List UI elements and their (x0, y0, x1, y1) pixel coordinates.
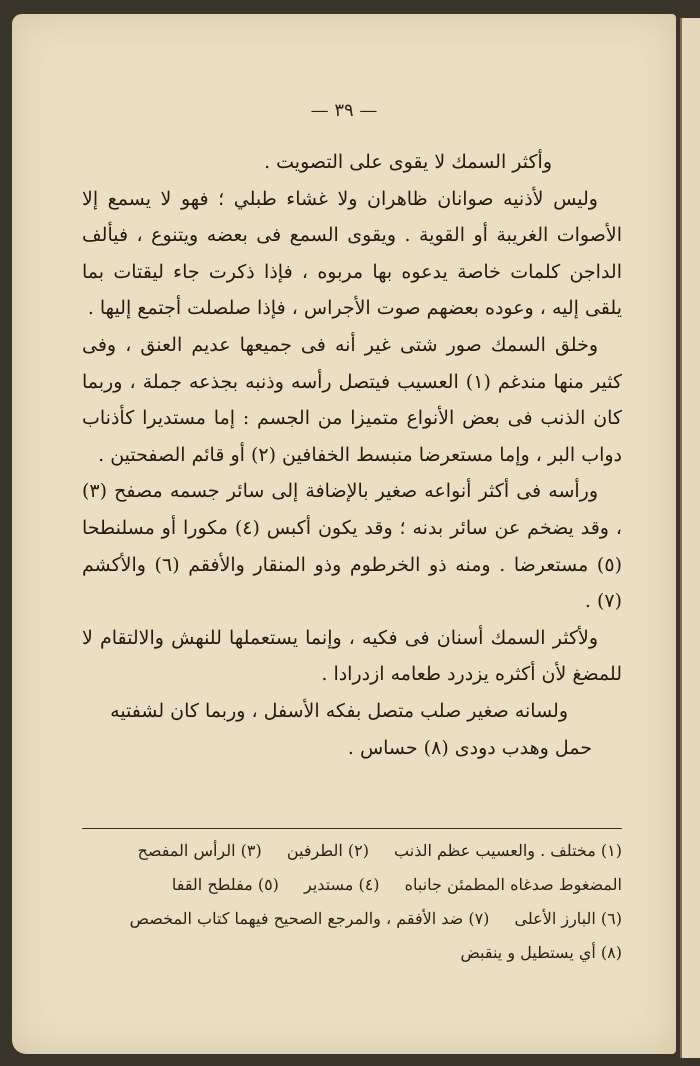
paragraph: ولأكثر السمك أسنان فى فكيه ، وإنما يستعملها للنهش والالتقام لا للمضغ لأن أكثره يزدرد طعامه ازدرادا . (82, 626, 622, 686)
footnotes (82, 834, 622, 970)
footnote-row (82, 834, 622, 868)
footnote-row (82, 902, 622, 936)
paragraph: وليس لأذنيه صوانان ظاهران ولا غشاء طبلي ؛ فهو لا يسمع إلا الأصوات الغريبة أو القوية . ويقوى السمع فى بعضه ويتنوع ، فيألف الداجن كلمات خاصة يدعوه بها مربوه ، فإذا ذكرت جاء ليقتات بما يلقى إليه ، وعوده بعضهم صوت الأجراس ، فإذا صلصلت أجتمع إليها . (82, 187, 622, 320)
paragraph: وخلق السمك صور شتى غير أنه فى جميعها عديم العنق ، وفى كثير منها مندغم (١) العسيب فيتصل رأسه وذنبه بجذعه جملة ، وربما كان الذنب فى بعض الأنواع متميزا من الجسم : إما مستديرا كأذناب دواب البر ، وإما مستعرضا منبسط الخفافين (٢) أو قائم الصفحتين . (82, 333, 622, 466)
book-page (12, 14, 676, 1054)
footnote: المضغوط صدغاه المطمئن جانباه (404, 875, 622, 894)
footnote-row (82, 868, 622, 902)
body-text (82, 144, 622, 766)
footnote: (٤) مستدير (304, 875, 380, 894)
adjacent-page-edge (680, 18, 700, 1058)
footnote-divider (82, 828, 622, 829)
page-number: — ٣٩ — (310, 100, 378, 121)
footnote: (٢) الطرفين (286, 841, 369, 860)
footnote: (٨) أي يستطيل و ينقبض (460, 943, 622, 962)
footnote: (٦) البارز الأعلى (514, 909, 622, 928)
footnote: (١) مختلف . والعسيب عظم الذنب (394, 841, 622, 860)
footnote: (٣) الرأس المفصح (137, 841, 262, 860)
footnote: (٧) ضد الأفقم ، والمرجع الصحيح فيهما كتاب المخصص (129, 909, 490, 928)
paragraph: ورأسه فى أكثر أنواعه صغير بالإضافة إلى سائر جسمه مصفح (٣) ، وقد يضخم عن سائر بدنه ؛ وقد يكون أكبس (٤) مكورا أو مسلنطحا (٥) مستعرضا . ومنه ذو الخرطوم وذو المنقار والأفقم (٦) والأكشم (٧) . (82, 480, 622, 613)
footnote: (٥) مفلطح القفا (171, 875, 279, 894)
paragraph: ولسانه صغير صلب متصل بفكه الأسفل ، وربما كان لشفتيه حمل وهدب دودى (٨) حساس . (110, 699, 592, 759)
paragraph: وأكثر السمك لا يقوى على التصويت . (264, 151, 552, 173)
footnote-row (82, 936, 622, 970)
